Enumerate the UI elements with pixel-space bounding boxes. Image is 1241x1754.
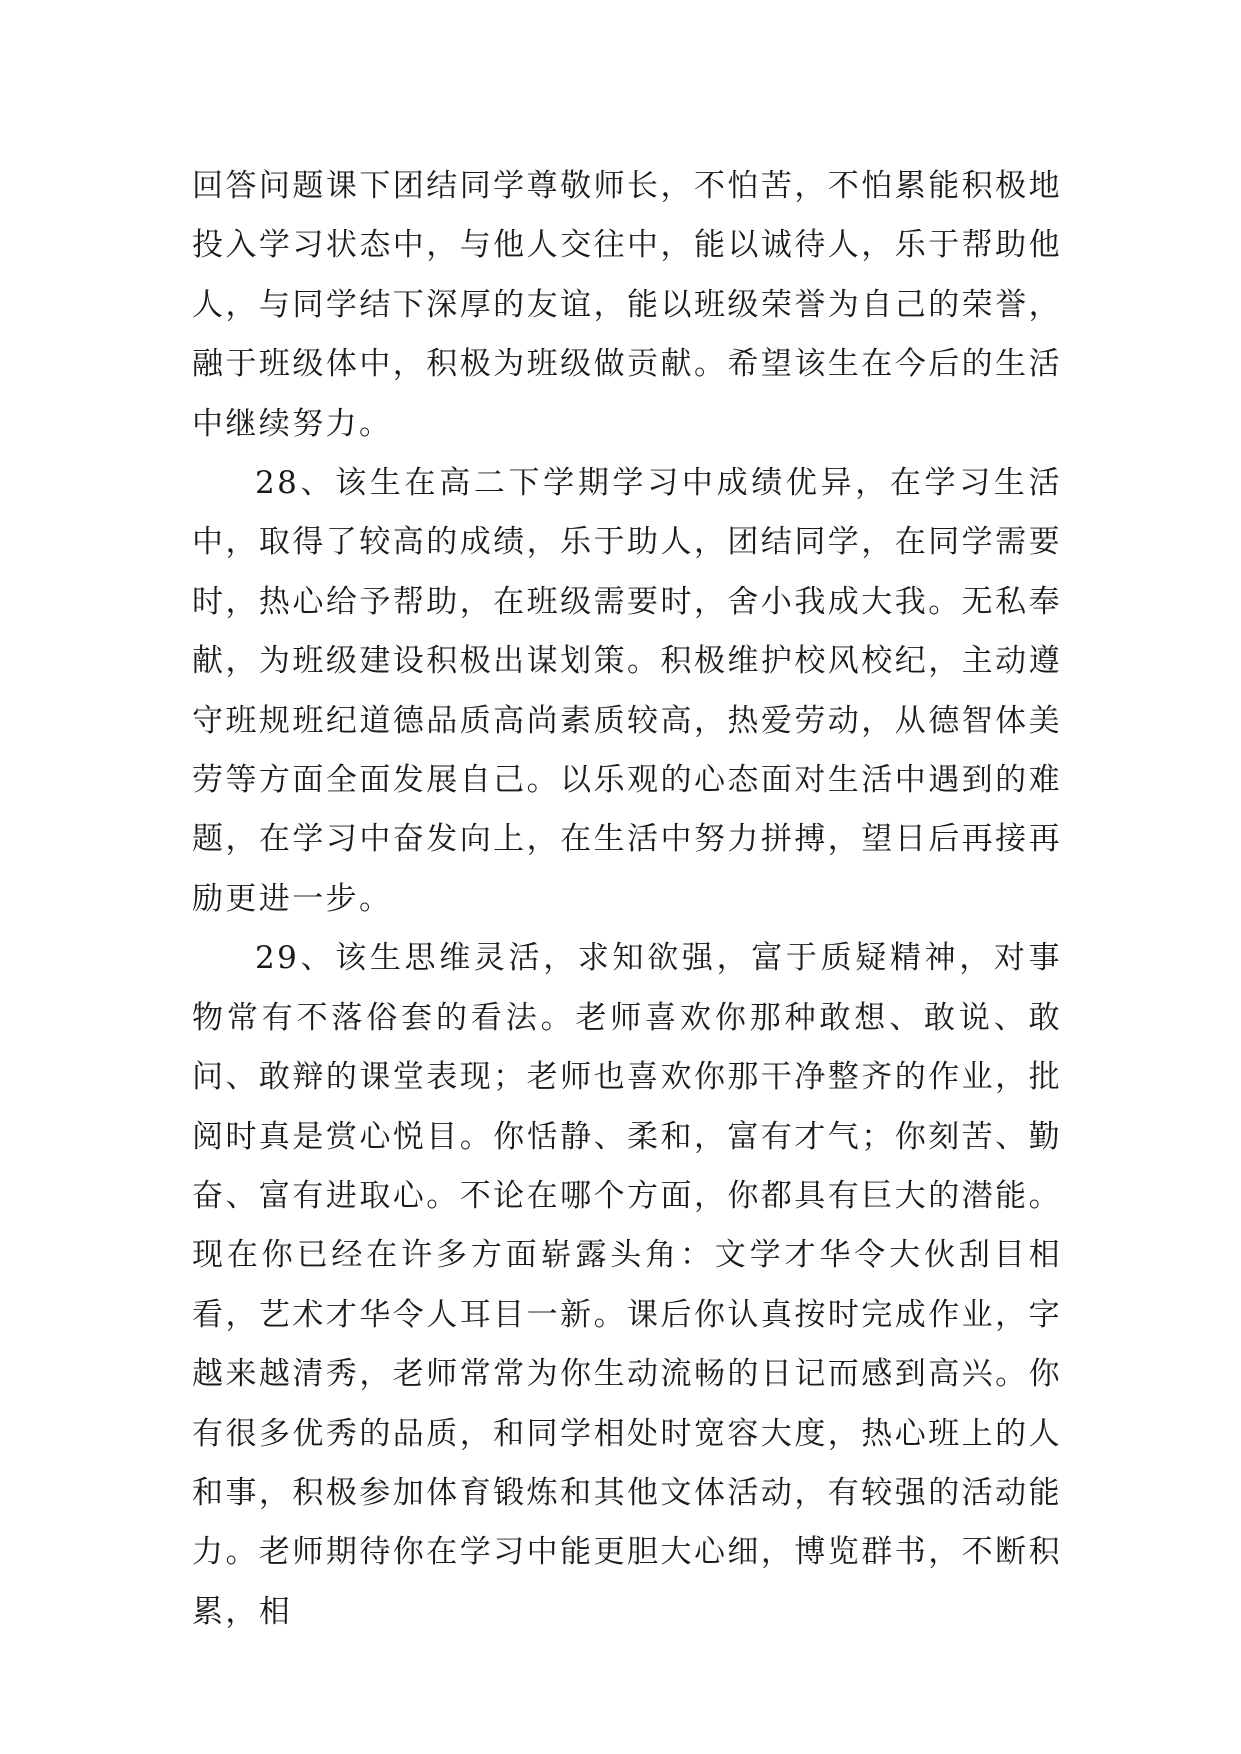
paragraph-continuation: 回答问题课下团结同学尊敬师长，不怕苦，不怕累能积极地投入学习状态中，与他人交往中，能以诚待人，乐于帮助他人，与同学结下深厚的友谊，能以班级荣誉为自己的荣誉，融于班级体中，积极为班级做贡献。希望该生在今后的生活中继续努力。 (192, 168, 1062, 442)
document-body (192, 157, 1062, 1642)
paragraph-item-28: 28、该生在高二下学期学习中成绩优异，在学习生活中，取得了较高的成绩，乐于助人，团结同学，在同学需要时，热心给予帮助，在班级需要时，舍小我成大我。无私奉献，为班级建设积极出谋划策。积极维护校风校纪，主动遵守班规班纪道德品质高尚素质较高，热爱劳动，从德智体美劳等方面全面发展自己。以乐观的心态面对生活中遇到的难题，在学习中奋发向上，在生活中努力拼搏，望日后再接再励更进一步。 (192, 465, 1062, 917)
paragraph-item-29: 29、该生思维灵活，求知欲强，富于质疑精神，对事物常有不落俗套的看法。老师喜欢你那种敢想、敢说、敢问、敢辩的课堂表现；老师也喜欢你那干净整齐的作业，批阅时真是赏心悦目。你恬静、柔和，富有才气；你刻苦、勤奋、富有进取心。不论在哪个方面，你都具有巨大的潜能。现在你已经在许多方面崭露头角：文学才华令大伙刮目相看，艺术才华令人耳目一新。课后你认真按时完成作业，字越来越清秀，老师常常为你生动流畅的日记而感到高兴。你有很多优秀的品质，和同学相处时宽容大度，热心班上的人和事，积极参加体育锻炼和其他文体活动，有较强的活动能力。老师期待你在学习中能更胆大心细，博览群书，不断积累，相 (192, 940, 1062, 1630)
